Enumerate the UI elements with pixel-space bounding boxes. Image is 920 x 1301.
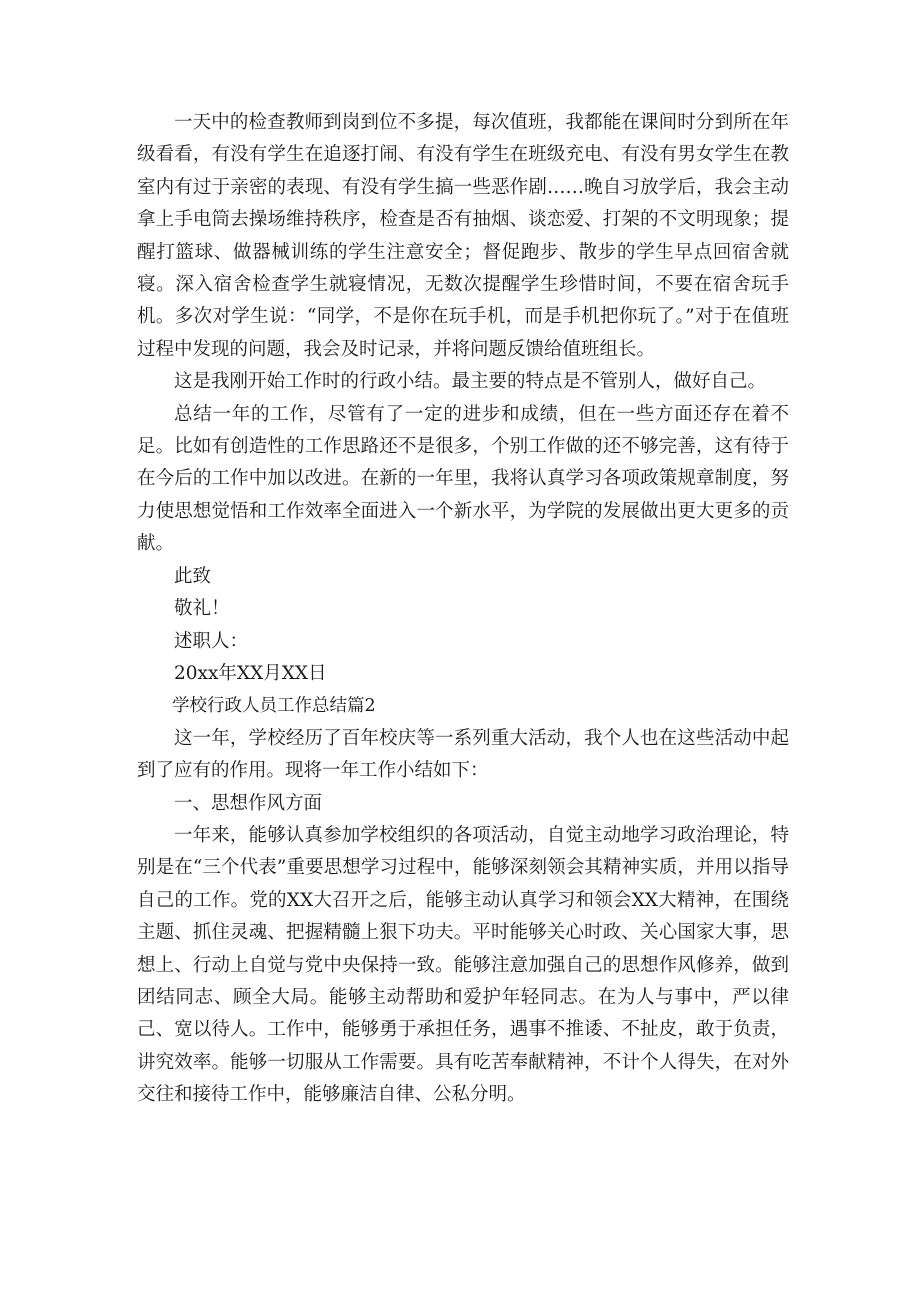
signature-date: 20xx年XX月XX日 — [174, 662, 327, 684]
paragraph-intro: 这一年，学校经历了百年校庆等一系列重大活动，我个人也在这些活动中起到了应有的作用。现将一年工作小结如下： — [137, 727, 789, 782]
signature-label: 述职人： — [174, 630, 249, 652]
paragraph-ideology: 一年来，能够认真参加学校组织的各项活动，自觉主动地学习政治理论，特别是在“三个代表”重要思想学习过程中，能够深刻领会其精神实质，并用以指导自己的工作。党的XX大召开之后，能够主动认真学习和领会XX大精神，在围绕主题、抓住灵魂、把握精髓上狠下功夫。平时能够关心时政、关心国家大事，思想上、行动上自觉与党中央保持一致。能够注意加强自己的思想作风修养，做到团结同志、顾全大局。能够主动帮助和爱护年轻同志。在为人与事中，严以律己、宽以待人。工作中，能够勇于承担任务，遇事不推诿、不扯皮，敢于负责，讲究效率。能够一切服从工作需要。具有吃苦奉献精神，不计个人得失，在对外交往和接待工作中，能够廉洁自律、公私分明。 — [137, 824, 789, 1106]
closing-cizhi: 此致 — [174, 565, 212, 587]
closing-jingli: 敬礼！ — [174, 598, 230, 620]
paragraph-admin-summary: 这是我刚开始工作时的行政小结。最主要的特点是不管别人，做好自己。 — [174, 371, 767, 393]
paragraph-year-summary: 总结一年的工作，尽管有了一定的进步和成绩，但在一些方面还存在着不足。比如有创造性的工作思路还不是很多，个别工作做的还不够完善，这有待于在今后的工作中加以改进。在新的一年里，我将认真学习各项政策规章制度，努力使思想觉悟和工作效率全面进入一个新水平，为学院的发展做出更大更多的贡献。 — [137, 403, 789, 555]
subsection-heading: 一、思想作风方面 — [174, 792, 323, 814]
paragraph-duty-inspection: 一天中的检查教师到岗到位不多提，每次值班，我都能在课间时分到所在年级看看，有没有学生在追逐打闹、有没有学生在班级充电、有没有男女学生在教室内有过于亲密的表现、有没有学生搞一些恶作剧……晚自习放学后，我会主动拿上手电筒去操场维持秩序，检查是否有抽烟、谈恋爱、打架的不文明现象；提醒打篮球、做器械训练的学生注意安全；督促跑步、散步的学生早点回宿舍就寝。深入宿舍检查学生就寝情况，无数次提醒学生珍惜时间，不要在宿舍玩手机。多次对学生说：“同学，不是你在玩手机，而是手机把你玩了。”对于在值班过程中发现的问题，我会及时记录，并将问题反馈给值班组长。 — [137, 112, 789, 360]
section-title: 学校行政人员工作总结篇2 — [172, 696, 376, 717]
document-body — [137, 107, 789, 1112]
